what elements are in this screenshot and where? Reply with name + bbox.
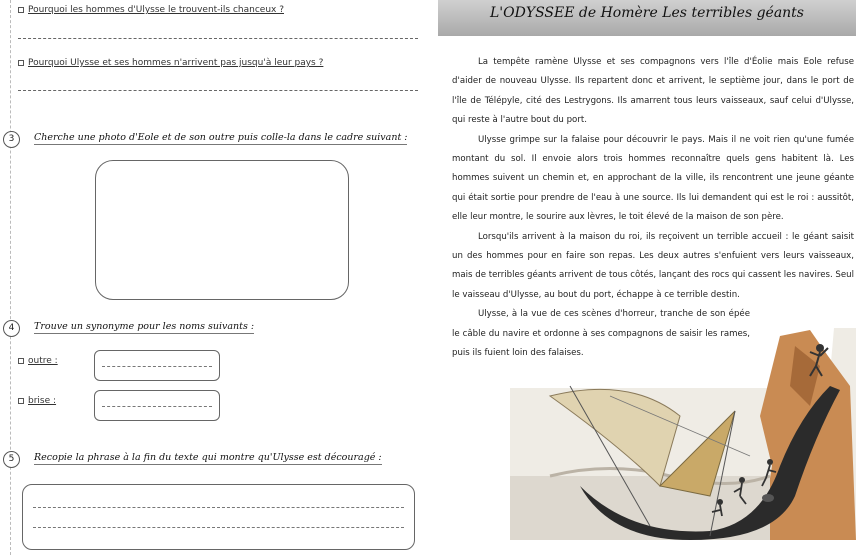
paragraph-4: Ulysse, à la vue de ces scènes d'horreur, tranche de son épée le câble du navire et ordonne à ses compagnons de saisir les rames, puis ils fuient loin des falaises. xyxy=(452,309,750,359)
ship-illustration xyxy=(510,326,856,540)
photo-frame[interactable] xyxy=(95,160,349,300)
question-1-text: Pourquoi les hommes d'Ulysse le trouvent-ils chanceux ? xyxy=(28,5,284,15)
bullet-square-icon xyxy=(18,398,24,404)
section-5-instruction: Recopie la phrase à la fin du texte qui montre qu'Ulysse est découragé : xyxy=(34,452,382,463)
word-brise: brise : xyxy=(18,396,56,406)
section-3-number: 3 xyxy=(3,131,20,148)
word-outre: outre : xyxy=(18,356,58,366)
copy-sentence-box[interactable] xyxy=(22,484,415,550)
story-title: L'ODYSSEE de Homère Les terribles géants xyxy=(489,5,804,21)
synonym-box-outre[interactable] xyxy=(94,350,220,381)
paragraph-2: Ulysse grimpe sur la falaise pour découvrir le pays. Mais il ne voit rien qu'une fumée montant du sol. Il envoie alors trois hommes reconnaître quels gens habitent là. Les hommes suivent un chemin et, en approchant de la ville, ils rencontrent une jeune géante qui était sortie pour prendre de l'eau à une source. Ils lui demandent qui est le roi : aussitôt, elle leur montre, le sourire aux lèvres, le toit élevé de la maison de son père. xyxy=(452,134,854,223)
answer-line[interactable] xyxy=(18,90,418,91)
margin-line xyxy=(10,0,11,555)
paragraph-1: La tempête ramène Ulysse et ses compagnons vers l'île d'Éolie mais Eole refuse d'aider de nouveau Ulysse. Ils repartent donc et arrivent, le septième jour, dans le port de l'île de Télépyle, cité des Lestrygons. Ils amarrent tous leurs vaisseaux, sauf celui d'Ulysse, qui reste à l'autre bout du port. xyxy=(452,57,854,126)
section-4-number: 4 xyxy=(3,320,20,337)
bullet-square-icon xyxy=(18,358,24,364)
story-page xyxy=(438,0,856,555)
question-1 xyxy=(18,5,284,15)
section-5-number: 5 xyxy=(3,451,20,468)
answer-line[interactable] xyxy=(18,38,418,39)
synonym-box-brise[interactable] xyxy=(94,390,220,421)
question-2-text: Pourquoi Ulysse et ses hommes n'arrivent pas jusqu'à leur pays ? xyxy=(28,58,324,68)
section-3-instruction: Cherche une photo d'Eole et de son outre puis colle-la dans le cadre suivant : xyxy=(34,132,408,143)
bullet-square-icon xyxy=(18,7,24,13)
story-text xyxy=(452,53,854,364)
section-4-instruction: Trouve un synonyme pour les noms suivants : xyxy=(34,321,255,332)
paragraph-3: Lorsqu'ils arrivent à la maison du roi, ils reçoivent un terrible accueil : le géant saisit un des hommes pour en faire son repas. Les deux autres s'enfuient vers leurs vaisseaux, mais de terribles géants arrivent de tous côtés, lançant des rocs qui cassent les navires. Seul le vaisseau d'Ulysse, au bout du port, échappe à ce terrible destin. xyxy=(452,231,855,300)
bullet-square-icon xyxy=(18,60,24,66)
question-2 xyxy=(18,58,323,68)
